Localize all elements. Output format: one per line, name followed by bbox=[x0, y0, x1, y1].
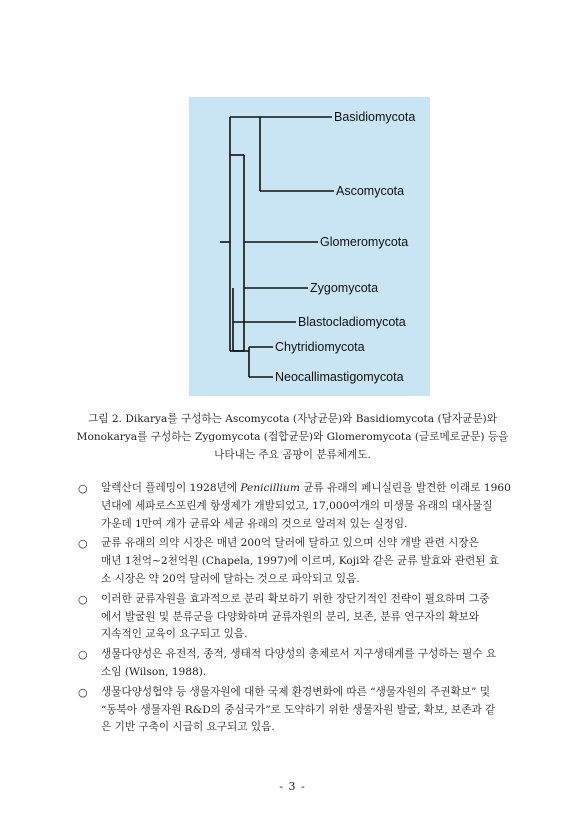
taxon-label: Zygomycota bbox=[310, 281, 379, 295]
phylogeny-figure bbox=[189, 97, 430, 396]
caption-line: 그림 2. Dikarya를 구성하는 Ascomycota (자낭균문)와 Basidiomycota (담자균문)와 bbox=[88, 413, 497, 425]
bullet-line: 생물다양성은 유전적, 종적, 생태적 다양성의 총체로서 지구생태계를 구성하는 필수 요 bbox=[101, 648, 497, 661]
bullet-line: 균류 유래의 의약 시장은 매년 200억 달러에 달하고 있으며 신약 개발 관련 시장은 bbox=[101, 537, 479, 550]
phylogeny-tree bbox=[189, 97, 430, 396]
circle-bullet-icon: ○ bbox=[78, 685, 88, 699]
bullet-line: 년대에 세파로스포린계 항생제가 개발되었고, 17,000여개의 미생물 유래의 대사물질 bbox=[101, 499, 493, 512]
bullet-list bbox=[78, 480, 538, 737]
figure-caption bbox=[60, 410, 525, 464]
bullet-line: 매년 1천억~2천억원 (Chapela, 1997)에 이르며, Koji와 같은 균류 발효와 관련된 효 bbox=[101, 555, 500, 568]
caption-line: Monokarya를 구성하는 Zygomycota (접합균문)와 Glomeromycota (글로메로균문) 등을 bbox=[76, 431, 509, 443]
bullet-line: 지속적인 교육이 요구되고 있음. bbox=[101, 628, 248, 641]
circle-bullet-icon: ○ bbox=[78, 537, 88, 551]
bullet-line: 에서 발굴원 및 분류군을 다양화하며 균류자원의 분리, 보존, 분류 연구자의 확보와 bbox=[101, 610, 480, 623]
bullet-line: 생물다양성협약 등 생물자원에 대한 국제 환경변화에 따른 “생물자원의 주권확보” 및 bbox=[101, 685, 491, 698]
bullet-line: 가운데 1만여 개가 균류와 세균 유래의 것으로 알려져 있는 실정임. bbox=[101, 517, 408, 530]
bullet-item bbox=[78, 646, 538, 682]
bullet-item bbox=[78, 591, 538, 644]
bullet-item bbox=[78, 684, 538, 737]
circle-bullet-icon: ○ bbox=[78, 482, 88, 495]
taxon-label: Glomeromycota bbox=[320, 235, 409, 249]
caption-line: 나타내는 주요 곰팡이 분류체계도. bbox=[214, 449, 371, 461]
bullet-line: 알렉산더 플레밍이 1928년에 Penicillium 균류 유래의 페니실린을 발견한 이래로 1960 bbox=[101, 482, 511, 494]
bullet-line: 은 기반 구축이 시급히 요구되고 있음. bbox=[101, 721, 275, 734]
circle-bullet-icon: ○ bbox=[78, 592, 88, 606]
bullet-line: 이러한 균류자원을 효과적으로 분리 확보하기 위한 장단기적인 전략이 필요하며 그중 bbox=[101, 592, 490, 605]
bullet-line: 소임 (Wilson, 1988). bbox=[101, 665, 207, 678]
page-number: - 3 - bbox=[279, 780, 306, 793]
circle-bullet-icon: ○ bbox=[78, 648, 88, 662]
bullet-line: “동북아 생물자원 R&D의 중심국가”로 도약하기 위한 생물자원 발굴, 확보, 보존과 같 bbox=[101, 703, 496, 716]
bullet-item bbox=[78, 535, 538, 588]
tree-branches bbox=[220, 117, 334, 377]
taxon-label: Neocallimastigomycota bbox=[275, 370, 404, 384]
bullet-line: 소 시장은 약 20억 달러에 달하는 것으로 파악되고 있음. bbox=[101, 572, 360, 585]
taxon-label: Blastocladiomycota bbox=[298, 315, 406, 329]
taxon-label: Chytridiomycota bbox=[275, 340, 365, 354]
bullet-item bbox=[78, 480, 538, 533]
taxon-label: Basidiomycota bbox=[334, 110, 416, 124]
taxon-label: Ascomycota bbox=[336, 184, 405, 198]
